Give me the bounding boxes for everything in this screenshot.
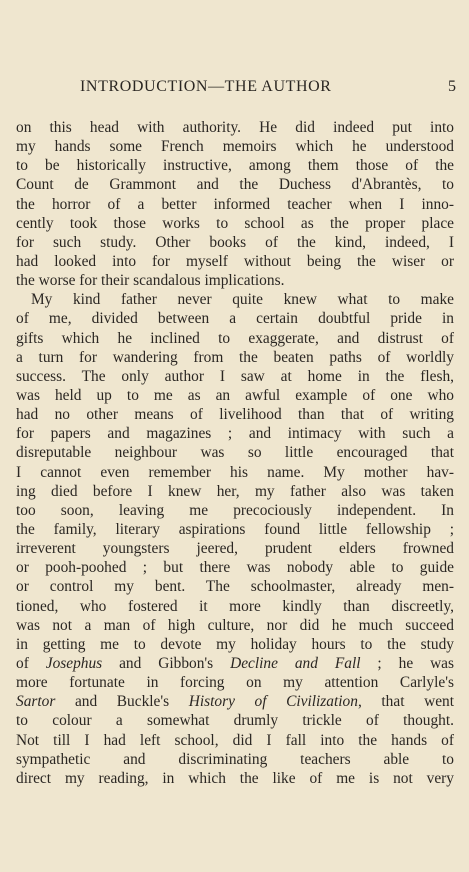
text-line: cently took those works to school as the proper place [16,214,454,232]
text-run: ; he was [360,654,454,672]
text-line: the family, literary aspirations found little fellowship ; [16,520,454,538]
text-line: gifts which he inclined to exaggerate, and distrust of [16,329,454,347]
text-line: Count de Grammont and the Duchess d'Abrantès, to [16,176,454,194]
text-line: to be historically instructive, among them those of the [16,157,454,175]
text-line: to colour a somewhat drumly trickle of thought. [16,712,454,730]
text-line: too soon, leaving me precociously independent. In [16,501,454,519]
text-line: the horror of a better informed teacher when I inno- [16,195,454,213]
body-text [16,118,454,788]
text-run: of [16,654,46,672]
running-head: INTRODUCTION—THE AUTHOR [80,78,332,95]
text-line: sympathetic and discriminating teachers able to [16,750,454,768]
text-run: and Buckle's [55,693,189,711]
text-line: in getting me to devote my holiday hours to the study [16,635,454,653]
text-line: was held up to me as an awful example of one who [16,386,454,404]
text-line: of me, divided between a certain doubtful pride in [16,310,454,328]
text-line: my hands some French memoirs which he understood [16,138,454,156]
text-line: for papers and magazines ; and intimacy with such a [16,425,454,443]
text-run: , that went [357,693,454,711]
italic-title: Decline and Fall [230,654,361,672]
text-line: ing died before I knew her, my father also was taken [16,482,454,500]
text-line: Not till I had left school, did I fall into the hands of [16,731,454,749]
text-line: on this head with authority. He did indeed put into [16,119,454,136]
text-line-with-italics [16,692,454,711]
text-line: success. The only author I saw at home in the flesh, [16,367,454,385]
text-line: for such study. Other books of the kind, indeed, I [16,233,454,251]
text-line: was not a man of high culture, nor did he much succeed [16,616,454,634]
text-line: more fortunate in forcing on my attention Carlyle's [16,674,454,692]
text-line: or pooh-poohed ; but there was nobody able to guide [16,559,454,577]
page-number: 5 [448,78,456,95]
text-line: My kind father never quite knew what to make [31,291,454,309]
italic-title: Josephus [45,654,103,672]
text-line: disreputable neighbour was so little encouraged that [16,444,454,462]
text-run: and Gibbon's [102,654,231,672]
text-line: had looked into for myself without being the wiser or [16,252,454,270]
text-line: or control my bent. The schoolmaster, already men- [16,578,454,596]
text-line: a turn for wandering from the beaten paths of worldly [16,348,454,366]
text-line: the worse for their scandalous implications. [16,272,285,290]
page-header [18,78,456,100]
text-line-with-italics [16,654,454,673]
text-line: direct my reading, in which the like of me is not very [16,769,454,787]
text-line: tioned, who fostered it more kindly than discreetly, [16,597,454,615]
italic-title: History of Civilization [188,693,358,711]
text-line: I cannot even remember his name. My mother hav- [16,463,454,481]
text-line: had no other means of livelihood than that of writing [16,406,454,424]
text-line: irreverent youngsters jeered, prudent elders frowned [16,540,454,558]
italic-title: Sartor [16,693,56,711]
